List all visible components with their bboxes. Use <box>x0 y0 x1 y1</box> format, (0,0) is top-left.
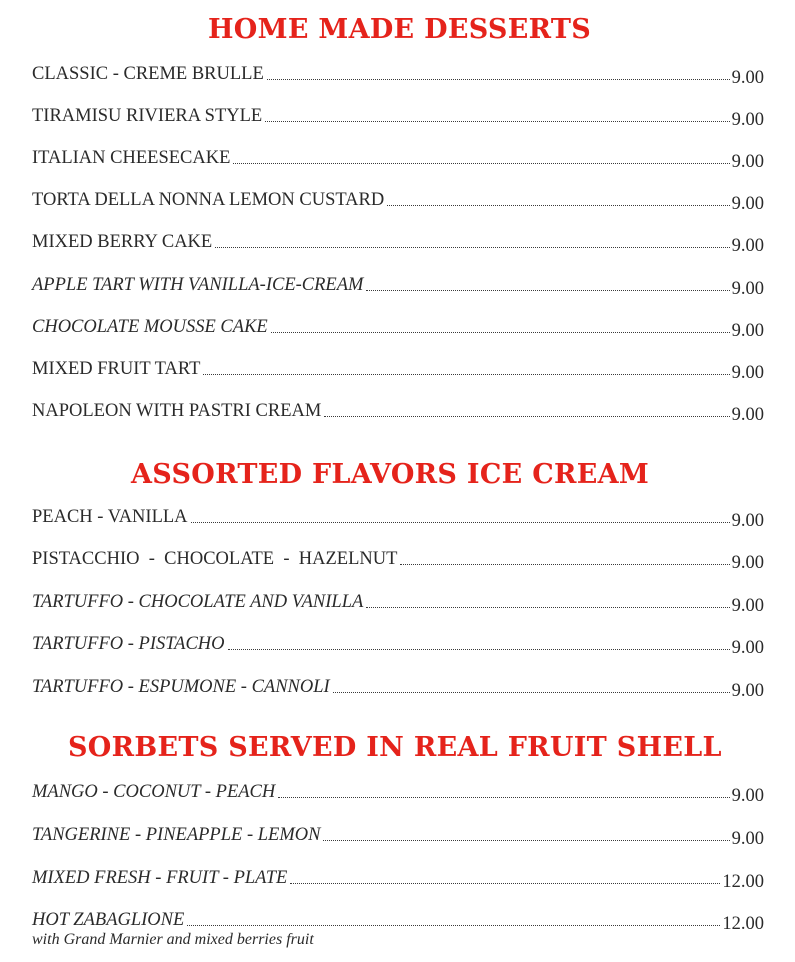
item-name: TARTUFFO - PISTACHO <box>32 634 225 654</box>
item-name: TARTUFFO - ESPUMONE - CANNOLI <box>32 677 330 697</box>
item-price: 9.00 <box>731 405 764 425</box>
dot-leader <box>323 840 729 841</box>
item-price: 9.00 <box>731 596 764 616</box>
menu-item <box>32 144 764 172</box>
dot-leader <box>203 374 729 375</box>
dot-leader <box>228 649 730 650</box>
item-name: TORTA DELLA NONNA LEMON CUSTARD <box>32 190 385 210</box>
dot-leader <box>215 247 729 248</box>
menu-item <box>32 821 764 849</box>
item-price: 9.00 <box>731 681 764 701</box>
dot-leader <box>191 522 730 523</box>
menu-item <box>32 313 764 341</box>
menu-item <box>32 60 764 88</box>
menu-item <box>32 673 764 701</box>
menu-item <box>32 186 764 214</box>
dot-leader <box>187 925 720 926</box>
item-name: TIRAMISU RIVIERA STYLE <box>32 106 263 126</box>
dot-leader <box>366 290 729 291</box>
item-name: MIXED FRUIT TART <box>32 359 201 379</box>
menu-item <box>32 355 764 383</box>
item-price: 9.00 <box>731 152 764 172</box>
item-price: 9.00 <box>731 110 764 130</box>
item-name: PISTACCHIO - CHOCOLATE - HAZELNUT <box>32 549 398 569</box>
menu-item <box>32 102 764 130</box>
item-name: MIXED BERRY CAKE <box>32 232 213 252</box>
section-title-sorbets: SORBETS SERVED IN REAL FRUIT SHELL <box>68 732 722 763</box>
item-price: 9.00 <box>731 638 764 658</box>
menu-item <box>32 630 764 658</box>
dot-leader <box>233 163 729 164</box>
item-price: 12.00 <box>722 872 764 892</box>
item-price: 9.00 <box>731 279 764 299</box>
dot-leader <box>387 205 729 206</box>
item-name: MANGO - COCONUT - PEACH <box>32 782 276 802</box>
item-name: HOT ZABAGLIONE <box>32 910 185 930</box>
dot-leader <box>400 564 729 565</box>
item-price: 9.00 <box>731 68 764 88</box>
item-price: 9.00 <box>731 363 764 383</box>
item-name: TANGERINE - PINEAPPLE - LEMON <box>32 825 321 845</box>
menu-item <box>32 778 764 806</box>
dot-leader <box>324 416 729 417</box>
item-price: 9.00 <box>731 511 764 531</box>
item-price: 9.00 <box>731 553 764 573</box>
item-name: CLASSIC - CREME BRULLE <box>32 64 264 84</box>
item-note: with Grand Marnier and mixed berries fruit <box>32 931 314 948</box>
item-name: MIXED FRESH - FRUIT - PLATE <box>32 868 288 888</box>
dot-leader <box>278 797 729 798</box>
dot-leader <box>290 883 720 884</box>
dot-leader <box>333 692 730 693</box>
item-name: ITALIAN CHEESECAKE <box>32 148 231 168</box>
section-title-home-made-desserts: HOME MADE DESSERTS <box>208 14 592 45</box>
menu-item <box>32 228 764 256</box>
item-name: PEACH - VANILLA <box>32 507 188 527</box>
dot-leader <box>271 332 730 333</box>
menu-item <box>32 545 764 573</box>
item-price: 9.00 <box>731 236 764 256</box>
dot-leader <box>267 79 730 80</box>
item-name: CHOCOLATE MOUSSE CAKE <box>32 317 268 337</box>
menu-item <box>32 906 764 934</box>
dot-leader <box>366 607 729 608</box>
menu-item <box>32 397 764 425</box>
menu-item <box>32 503 764 531</box>
menu-item <box>32 271 764 299</box>
item-price: 12.00 <box>722 914 764 934</box>
item-price: 9.00 <box>731 321 764 341</box>
item-name: NAPOLEON WITH PASTRI CREAM <box>32 401 322 421</box>
menu-item <box>32 588 764 616</box>
item-price: 9.00 <box>731 194 764 214</box>
dot-leader <box>265 121 729 122</box>
item-name: TARTUFFO - CHOCOLATE AND VANILLA <box>32 592 364 612</box>
menu-item <box>32 864 764 892</box>
item-name: APPLE TART WITH VANILLA-ICE-CREAM <box>32 275 364 295</box>
item-price: 9.00 <box>731 829 764 849</box>
section-title-ice-cream: ASSORTED FLAVORS ICE CREAM <box>131 459 650 490</box>
item-price: 9.00 <box>731 786 764 806</box>
